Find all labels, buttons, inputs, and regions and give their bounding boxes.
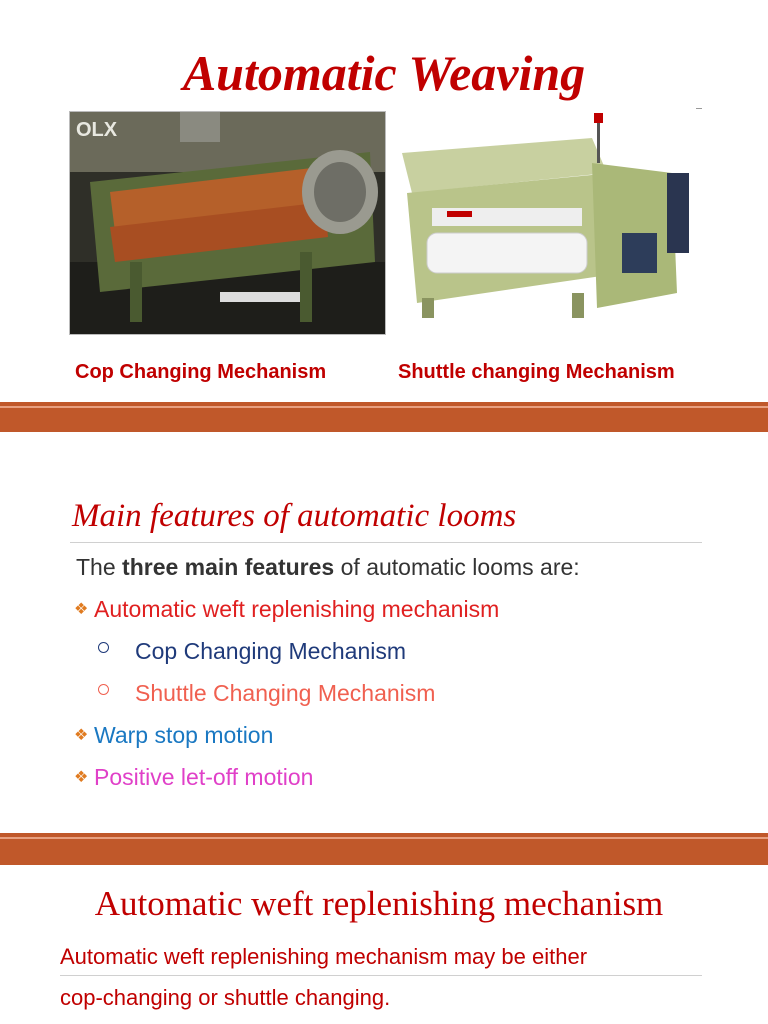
circle-bullet-icon (98, 642, 109, 653)
divider (696, 108, 702, 109)
paragraph-line: Automatic weft replenishing mechanism may be either (60, 944, 588, 969)
bullet-text: Automatic weft replenishing mechanism (94, 596, 500, 622)
bullet-text: Positive let-off motion (94, 764, 314, 790)
paragraph-rule (60, 975, 702, 976)
section-title: Automatic weft replenishing mechanism (94, 884, 664, 923)
caption-shuttle-changing: Shuttle changing Mechanism (398, 361, 675, 383)
intro-post: of automatic looms are: (334, 554, 580, 580)
slide-separator-band (0, 833, 768, 865)
caption-cop-changing: Cop Changing Mechanism (75, 361, 327, 383)
diamond-bullet-icon: ❖ (74, 769, 89, 786)
title-underline (70, 542, 702, 543)
paragraph-line: cop-changing or shuttle changing. (60, 985, 391, 1010)
intro-bold: three main features (122, 554, 335, 580)
sub-bullet-item (98, 680, 435, 707)
sub-bullet-item (98, 638, 406, 665)
bullet-item (74, 764, 313, 791)
bullet-item (74, 722, 273, 749)
intro-text (76, 554, 580, 581)
shuttle-changing-loom-photo (392, 113, 704, 323)
section-title: Main features of automatic looms (72, 498, 517, 534)
diamond-bullet-icon: ❖ (74, 601, 89, 618)
diamond-bullet-icon: ❖ (74, 727, 89, 744)
slide-separator-band (0, 402, 768, 432)
bullet-text: Warp stop motion (94, 722, 274, 748)
sub-bullet-text: Cop Changing Mechanism (135, 638, 407, 664)
cop-changing-loom-photo (69, 111, 386, 335)
olx-watermark: OLX (76, 119, 118, 141)
intro-pre: The (76, 554, 123, 580)
sub-bullet-text: Shuttle Changing Mechanism (135, 680, 436, 706)
circle-bullet-icon (98, 684, 109, 695)
slide-title: Automatic Weaving (182, 45, 586, 101)
bullet-item (74, 596, 499, 623)
